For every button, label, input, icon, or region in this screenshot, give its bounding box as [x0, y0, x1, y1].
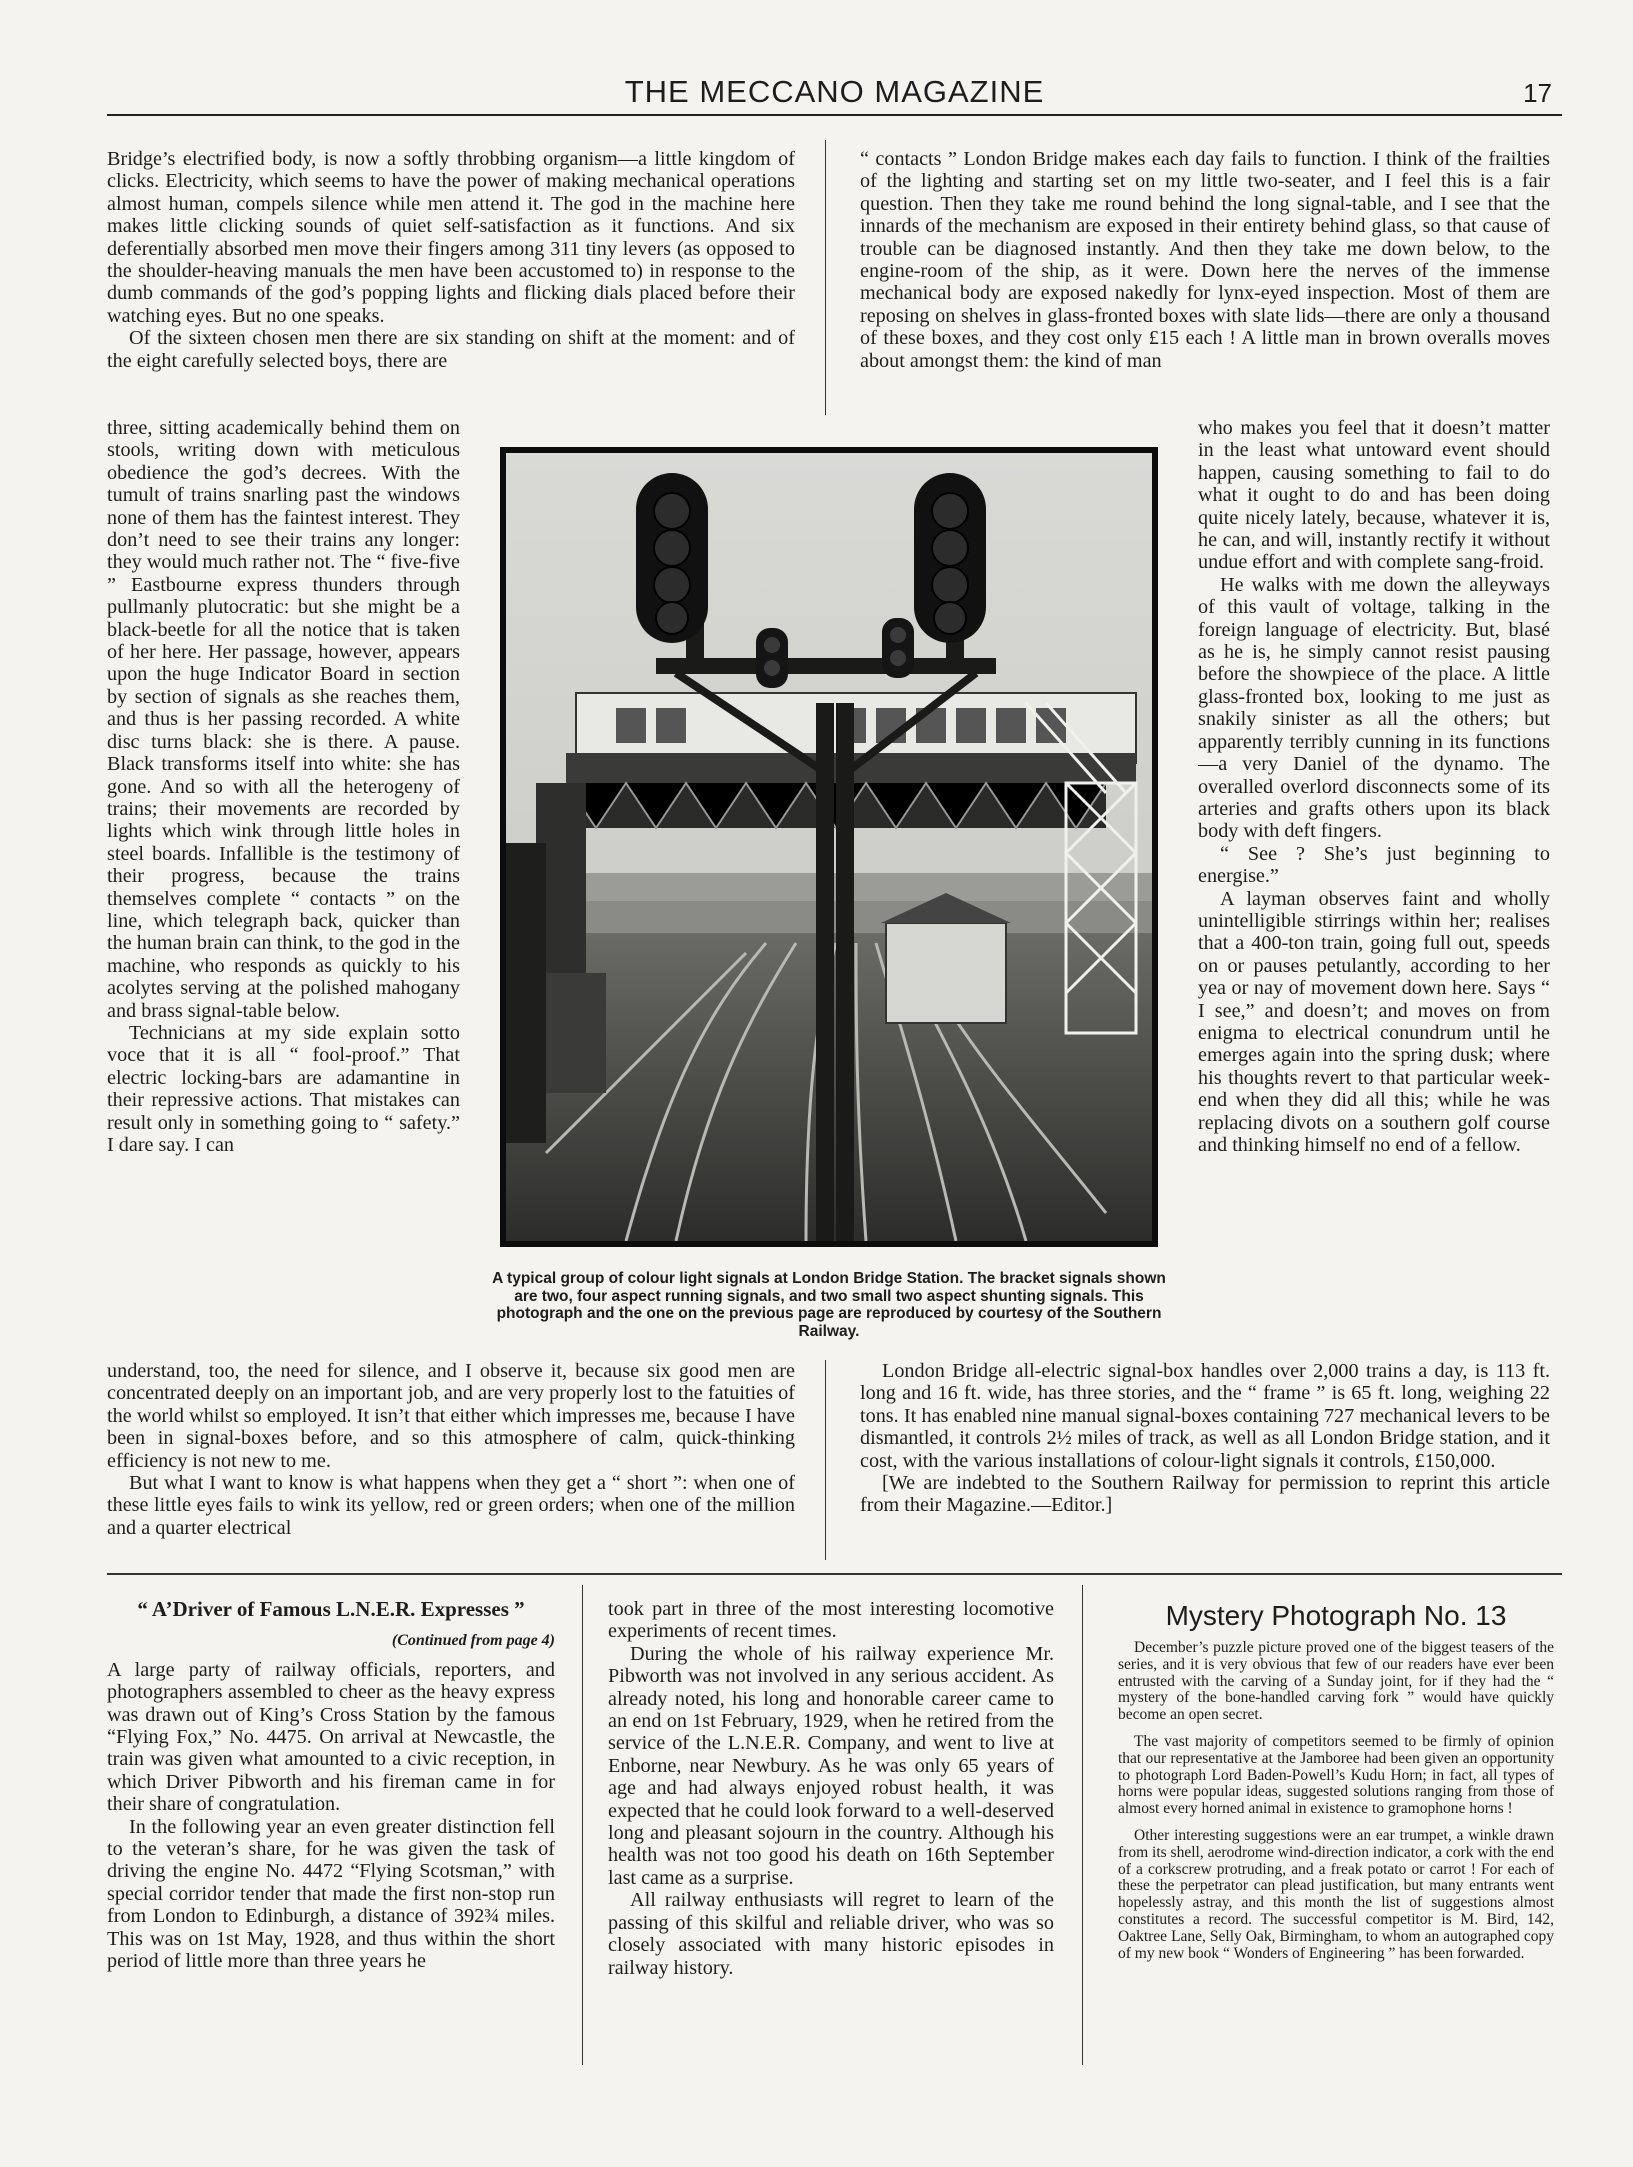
paragraph: A large party of railway officials, reporters, and photographers assembled to cheer as the heavy express was drawn out of King’s Cross Station by the famous “Flying Fox,” No. 4475. On arrival at Newcastle, the train was given what amounted to a civic reception, in which Driver Pibworth and his fireman came in for their share of congratulation.	[107, 1658, 555, 1816]
paragraph: “ See ? She’s just beginning to energise.”	[1198, 842, 1550, 888]
article-left-top	[107, 148, 795, 372]
paragraph: [We are indebted to the Southern Railway for permission to reprint this article from their Magazine.—Editor.]	[860, 1472, 1550, 1517]
paragraph: three, sitting academically behind them on stools, writing down with meticulous obedience the god’s decrees. With the tumult of trains snarling past the windows none of them has the faintest interest. They don’t need to see their trains any longer: they would much rather not. The “ five-five ” Eastbourne express thunders through pullmanly plutocratic: but she might be a black-beetle for all the notice that is taken of her here. Her passage, however, appears upon the huge Indicator Board in section by section of signals as she reaches them, and thus is her passing recorded. A white disc turns black: she is there. A pause. Black transforms itself into white: she has gone. And so with all the heterogeny of trains; their movements are recorded by lights which wink through little holes in steel boards. Infallible is the testimony of their progress, because the trains themselves complete “ contacts ” on the line, which telegraph back, quicker than the human brain can think, to the god in the machine, who responds as quickly to his acolytes serving at the polished mahogany and brass signal-table below.	[107, 417, 460, 1022]
page-number: 17	[1523, 78, 1552, 108]
driver-article-col-2	[608, 1598, 1054, 1979]
driver-article-col-1	[107, 1598, 555, 1973]
paragraph: But what I want to know is what happens when they get a “ short ”: when one of these little eyes fails to wink its yellow, red or green orders; when one of the million and a quarter electrical	[107, 1472, 795, 1539]
article-right-narrow	[1198, 417, 1550, 1156]
paragraph: During the whole of his railway experience Mr. Pibworth was not involved in any serious accident. As already noted, his long and honorable career came to an end on 1st February, 1929, when he retired from the service of the L.N.E.R. Company, and went to live at Enborne, near Newbury. As he was only 65 years of age and had always enjoyed robust health, it was expected that he could look forward to a well-deserved long and pleasant sojourn in the country. Although his health was not too good his death on 16th September last came as a surprise.	[608, 1642, 1054, 1889]
paragraph: “ contacts ” London Bridge makes each day fails to function. I think of the frailties of the lighting and starting set on my little two-seater, and I feel this is a fair question. Then they take me round behind the long signal-table, and I see that the innards of the mechanism are exposed in their entirety behind glass, so that cause of trouble can be diagnosed instantly. And then they take me down below, to the engine-room of the ship, as it were. Down here the nerves of the immense mechanical body are exposed nakedly for lynx-eyed inspection. Most of them are reposing on shelves in glass-fronted boxes with slate lids—there are only a thousand of these boxes, and they cost only £15 each ! A little man in brown overalls moves about amongst them: the kind of man	[860, 148, 1550, 372]
photo-caption: A typical group of colour light signals at London Bridge Station. The bracket signals shown are two, four aspect running signals, and two small two aspect shunting signals. This photograph and the one on the previous page are reproduced by courtesy of the Southern Railway.	[492, 1270, 1166, 1340]
driver-article-title: “ A’Driver of Famous L.N.E.R. Expresses ”	[137, 1597, 525, 1621]
column-divider	[825, 1360, 826, 1560]
paragraph: understand, too, the need for silence, and I observe it, because six good men are concentrated deeply on an important job, and are very properly lost to the fatuities of the world whilst so employed. It isn’t that either which impresses me, because I have been in signal-boxes before, and so this atmosphere of calm, quick-thinking efficiency is not new to me.	[107, 1360, 795, 1472]
paragraph: Bridge’s electrified body, is now a softly throbbing organism—a little kingdom of clicks. Electricity, which seems to have the power of making mechanical operations almost human, compels silence while men attend it. The god in the machine here makes little clicking sounds of quiet self-satisfaction as it functions. And six deferentially absorbed men move their fingers among 311 tiny levers (as opposed to the shoulder-heaving manuals the men have been accustomed to) in response to the dumb commands of the god’s popping lights and flicking dials placed before their watching eyes. But no one speaks.	[107, 148, 795, 327]
column-divider	[825, 140, 826, 415]
continued-note: (Continued from page 4)	[391, 1632, 555, 1650]
article-left-narrow	[107, 417, 460, 1156]
column-divider	[1082, 1585, 1083, 2065]
paragraph: took part in three of the most interesting locomotive experiments of recent times.	[608, 1598, 1054, 1643]
paragraph: December’s puzzle picture proved one of the biggest teasers of the series, and it is very obvious that few of our readers have ever been entrusted with the carving of a Sunday joint, for if they had the “ mystery of the bone-handled carving fork ” would have quickly become an open secret.	[1118, 1639, 1554, 1724]
paragraph: He walks with me down the alleyways of this vault of voltage, talking in the foreign language of electricity. But, blasé as he is, he simply cannot resist pausing before the showpiece of the place. A little glass-fronted box, looking to me just as snakily sinister as all the others; but apparently terribly cunning in its functions—a very Daniel of the dynamo. The overalled overlord disconnects some of its arteries and grafts others upon its black body with deft fingers.	[1198, 573, 1550, 843]
paragraph: Other interesting suggestions were an ear trumpet, a winkle drawn from its shell, aerodrome wind-direction indicator, a cork with the end of a corkscrew protruding, and a freak potato or carrot ! For each of these the perpetrator can plead justification, but many entrants went hopelessly astray, and this month the list of suggestions almost constitutes a record. The successful competitor is M. Bird, 142, Oaktree Lane, Selly Oak, Birmingham, to whom an autographed copy of my new book “ Wonders of Engineering ” has been forwarded.	[1118, 1826, 1554, 1962]
signal-photo-illustration	[506, 453, 1152, 1241]
paragraph: A layman observes faint and wholly unintelligible stirrings within her; realises that a 400-ton train, going full out, speeds on or pauses petulantly, according to her yea or nay of movement down here. Says “ I see,” and doesn’t; and moves on from enigma to electrical conundrum until he emerges again into the spring dusk; where his thoughts revert to that particular week-end when they did all this; while he was replacing divots on a southern golf course and thinking himself no end of a fellow.	[1198, 887, 1550, 1156]
article-right-bottom	[860, 1360, 1550, 1517]
paragraph: Technicians at my side explain sotto voce that it is all “ fool-proof.” That electric locking-bars are adamantine in their repressive actions. That mistakes can result only in something going to “ safety.” I dare say. I can	[107, 1021, 460, 1156]
page-header	[107, 72, 1562, 116]
paragraph: The vast majority of competitors seemed to be firmly of opinion that our representative at the Jamboree had been given an opportunity to photograph Lord Baden-Powell’s Kudu Horn; in fact, all types of horns were popular ideas, suggested solutions ranging from those of almost every horned animal in existence to gramophone horns !	[1118, 1732, 1554, 1818]
article-right-top	[860, 148, 1550, 372]
mystery-title: Mystery Photograph No. 13	[1165, 1600, 1507, 1631]
section-divider	[107, 1573, 1562, 1575]
paragraph: Of the sixteen chosen men there are six standing on shift at the moment: and of the eight carefully selected boys, there are	[107, 327, 795, 372]
article-left-bottom	[107, 1360, 795, 1539]
paragraph: who makes you feel that it doesn’t matter in the least what untoward event should happen, causing something to fail to do what it ought to do and has been doing quite nicely lately, because, whatever it is, he can, and will, instantly rectify it without undue effort and with complete sang-froid.	[1198, 417, 1550, 574]
paragraph: All railway enthusiasts will regret to learn of the passing of this skilful and reliable driver, who was so closely associated with many historic episodes in railway history.	[608, 1889, 1054, 1979]
paragraph: In the following year an even greater distinction fell to the veteran’s share, for he was given the task of driving the engine No. 4472 “Flying Scotsman,” with special corridor tender that made the first non-stop run from London to Edinburgh, a distance of 392¾ miles. This was on 1st May, 1928, and thus within the short period of little more than three years he	[107, 1815, 555, 1973]
signal-photograph	[500, 447, 1158, 1247]
masthead-title: THE MECCANO MAGAZINE	[624, 74, 1045, 109]
mystery-body	[1118, 1640, 1554, 1962]
mystery-photograph-section	[1118, 1600, 1554, 1972]
column-divider	[582, 1585, 583, 2065]
paragraph: London Bridge all-electric signal-box handles over 2,000 trains a day, is 113 ft. long and 16 ft. wide, has three stories, and the “ frame ” is 65 ft. long, weighing 22 tons. It has enabled nine manual signal-boxes containing 727 mechanical levers to be dismantled, it controls 2½ miles of track, as well as all London Bridge station, and it cost, with the various installations of colour-light signals it controls, £150,000.	[860, 1360, 1550, 1472]
